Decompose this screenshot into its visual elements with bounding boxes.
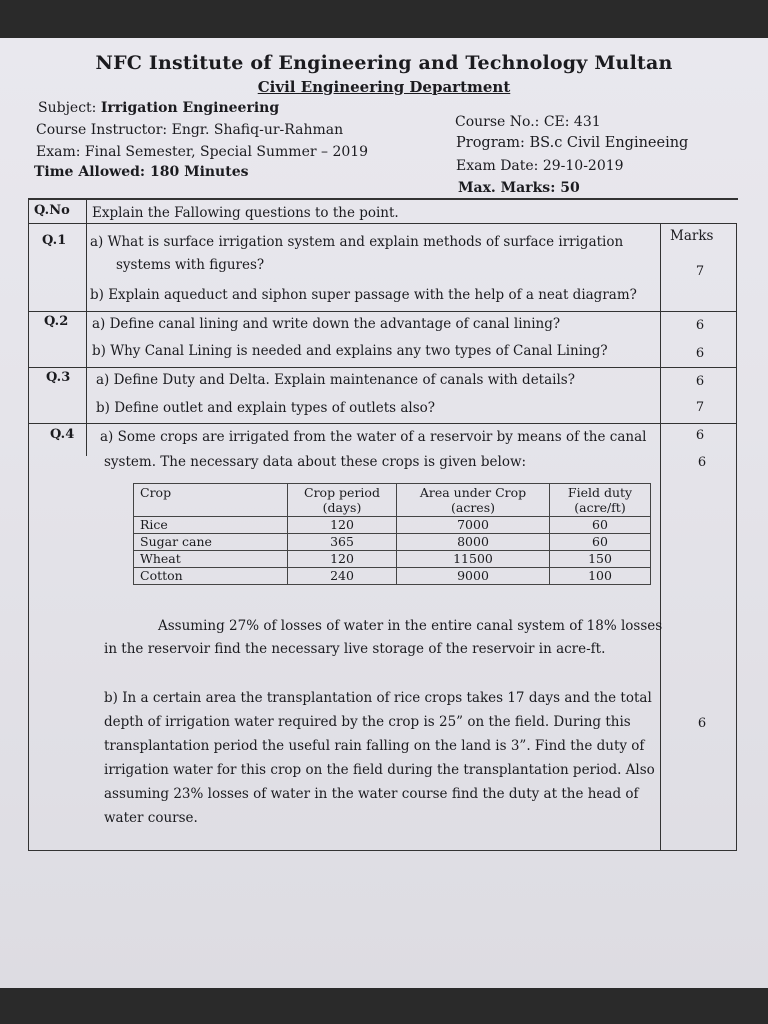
table-row — [134, 517, 651, 534]
q1-part-a: a) What is surface irrigation system and explain methods of surface irrigation — [90, 234, 624, 250]
marks-column-rule — [660, 223, 661, 851]
period-cell: 120 — [288, 517, 397, 534]
q4-part-b: b) In a certain area the transplantation of rice crops takes 17 days and the total depth of irrigation water required by the crop is 25” on the field. During this transplantation period the useful rain falling on the land is 3”. Find the duty of irrigation water for this crop on the field during the transplantation period. Also assuming 23% losses of water in the water course find the duty at the head of water course. — [104, 690, 655, 826]
crop-header: Crop — [134, 484, 288, 517]
duty-cell: 60 — [550, 534, 651, 551]
program: Program: BS.c Civil Engineeing — [456, 135, 689, 151]
area-cell: 8000 — [397, 534, 550, 551]
marks-header: Marks — [670, 228, 714, 244]
row-rule-q1 — [28, 223, 737, 224]
marks-q3a: 7 — [695, 400, 705, 415]
qno-column-rule — [86, 198, 87, 456]
area-cell: 9000 — [397, 568, 550, 585]
left-border — [28, 198, 29, 850]
row-rule-q3 — [28, 367, 737, 368]
area-cell: 11500 — [397, 551, 550, 568]
q2-part-b: b) Why Canal Lining is needed and explains any two types of Canal Lining? — [92, 343, 608, 359]
marks-q1a: 7 — [695, 264, 705, 279]
exam-line — [36, 144, 368, 160]
marks-q3b: 6 — [695, 428, 705, 443]
exam-label: Exam: — [36, 144, 81, 160]
crop-cell: Wheat — [134, 551, 288, 568]
q3-label: Q.3 — [46, 370, 71, 385]
area-cell: 7000 — [397, 517, 550, 534]
q4-assumption: Assuming 27% of losses of water in the entire canal system of 18% losses — [158, 618, 663, 634]
q4-part-a-cont: system. The necessary data about these crops is given below: — [104, 454, 527, 470]
time-line — [34, 164, 249, 180]
time-value: 180 Minutes — [149, 164, 249, 180]
crop-cell: Rice — [134, 517, 288, 534]
q1-part-a-cont: systems with figures? — [116, 257, 265, 273]
instructor-value: Engr. Shafiq-ur-Rahman — [171, 122, 344, 138]
header-rule — [28, 198, 738, 200]
area-header: Area under Crop (acres) — [397, 484, 550, 517]
instructor-line — [36, 122, 343, 138]
q3-part-b: b) Define outlet and explain types of outlets also? — [96, 400, 436, 416]
table-row — [134, 568, 651, 585]
subject-line — [38, 100, 279, 116]
exam-date: Exam Date: 29-10-2019 — [456, 158, 624, 174]
department-title: Civil Engineering Department — [257, 78, 511, 96]
institute-title: NFC Institute of Engineering and Technology Multan — [95, 52, 673, 74]
crop-cell: Cotton — [134, 568, 288, 585]
qno-header: Q.No — [34, 203, 70, 218]
duty-cell: 60 — [550, 517, 651, 534]
q1-part-b: b) Explain aqueduct and siphon super passage with the help of a neat diagram? — [90, 287, 637, 303]
marks-q4b: 6 — [697, 716, 707, 731]
exam-value: Final Semester, Special Summer – 2019 — [84, 144, 369, 160]
period-cell: 240 — [288, 568, 397, 585]
duty-header: Field duty (acre/ft) — [550, 484, 651, 517]
duty-cell: 100 — [550, 568, 651, 585]
exam-paper — [0, 38, 768, 988]
row-rule-q4 — [28, 423, 737, 424]
q4-label: Q.4 — [50, 427, 75, 442]
period-cell: 120 — [288, 551, 397, 568]
instruction-header: Explain the Fallowing questions to the point. — [92, 205, 399, 221]
crop-cell: Sugar cane — [134, 534, 288, 551]
q2-part-a: a) Define canal lining and write down the advantage of canal lining? — [92, 316, 561, 332]
bottom-rule — [28, 850, 737, 851]
marks-q4a: 6 — [697, 455, 707, 470]
marks-q1b: 6 — [695, 318, 705, 333]
period-header: Crop period (days) — [288, 484, 397, 517]
q2-label: Q.2 — [44, 314, 69, 329]
q1-label: Q.1 — [42, 233, 67, 248]
marks-q2b: 6 — [695, 374, 705, 389]
q3-part-a: a) Define Duty and Delta. Explain maintenance of canals with details? — [96, 372, 575, 388]
crop-data-table — [133, 483, 651, 585]
right-border — [736, 223, 737, 851]
table-row — [134, 534, 651, 551]
crop-table-header-row — [134, 484, 651, 517]
subject-label: Subject: — [38, 100, 97, 116]
subject-value: Irrigation Engineering — [100, 100, 280, 116]
time-label: Time Allowed: — [34, 164, 146, 180]
q4-part-a: a) Some crops are irrigated from the water of a reservoir by means of the canal — [100, 429, 647, 445]
course-no: Course No.: CE: 431 — [455, 114, 601, 130]
marks-q2a: 6 — [695, 346, 705, 361]
max-marks: Max. Marks: 50 — [458, 180, 580, 196]
table-row — [134, 551, 651, 568]
duty-cell: 150 — [550, 551, 651, 568]
row-rule-q2 — [28, 311, 737, 312]
period-cell: 365 — [288, 534, 397, 551]
q4-assumption-cont: in the reservoir find the necessary live storage of the reservoir in acre-ft. — [104, 641, 606, 657]
instructor-label: Course Instructor: — [36, 122, 168, 138]
